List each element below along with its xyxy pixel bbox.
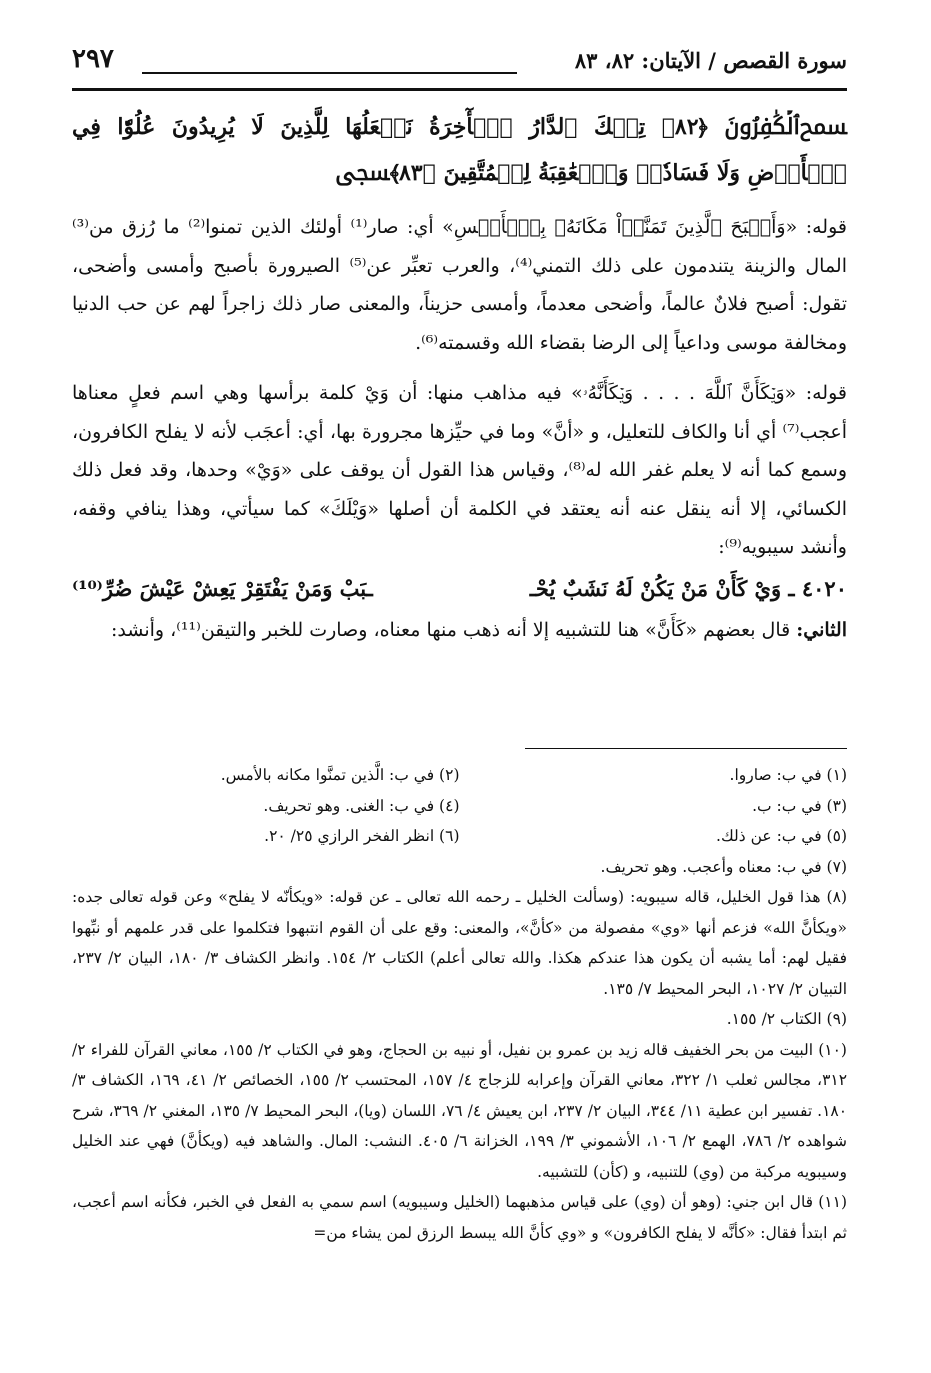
header-leader-line bbox=[142, 72, 517, 74]
footnote-1: (١) في ب: صاروا. bbox=[729, 766, 847, 784]
poem-hemistich-1: وَيْ كَأَنْ مَنْ يَكُنْ لَهُ نَشَبٌ يُحْـ bbox=[529, 575, 782, 601]
header-rule bbox=[72, 88, 847, 91]
commentary-paragraph-1: قوله: «وَأَصۡبَحَ ٱلَّذِينَ تَمَنَّوۡاْ مَكَانَهُۥ بِٱلۡأَمۡسِ» أي: صار⁽¹⁾ أولئك الذين تمنوا⁽²⁾ ما رُزق من⁽³⁾ المال والزينة يتندمون على ذلك التمني⁽⁴⁾، والعرب تعبِّر عن⁽⁵⁾ الصيرورة بأصبح وأمسى وأضحى، تقول: أصبح فلانٌ عالماً، وأضحى معدماً، وأمسى حزيناً، والمعنى صار ذلك زاجراً لهم عن حب الدنيا ومخالفة موسى وداعياً إلى الرضا بقضاء الله وقسمته⁽⁶⁾. bbox=[72, 216, 847, 354]
commentary-paragraph-2: قوله: «وَيۡكَأَنَّ ٱللَّهَ . . . . وَيۡكَأَنَّهُۥ» فيه مذاهب منها: أن وَيْ كلمة برأسها وهي اسم فعلٍ معناها أعجب⁽⁷⁾ أي أنا والكاف للتعليل، و «أنَّ» وما في حيِّزها مجرورة بها، أي: أعجَب لأنه لا يفلح الكافرون، وسمع كما أنه لا يعلم غفر الله له⁽⁸⁾، وقياس هذا القول أن يوقف على «وَيْ» وحدها، وقد فعل ذلك الكسائي، إلا أنه ينقل عنه أنه يعتقد في الكلمة أن أصلها «وَيْلَكَ» كما سيأتي، وهذا ينافي وقفه، وأنشد سيبويه⁽⁹⁾: bbox=[72, 382, 847, 558]
poem-number: ٤٠٢٠ ـ bbox=[788, 575, 847, 601]
footnote-10: (١٠) البيت من بحر الخفيف قاله زيد بن عمرو بن نفيل، أو نبيه بن الحجاج، وهو في الكتاب ٢/ ١٥٥، معاني القرآن للفراء ٢/ ٣١٢، مجالس ثعلب ١/ ٣٢٢، معاني القرآن وإعرابه للزجاج ٤/ ١٥٧، المحتسب ٢/ ١٥٥، الخصائص ٢/ ٤١، ١٦٩، الكشاف ٣/ ١٨٠. تفسير ابن عطية ١١/ ٣٤٤، البيان ٢/ ٢٣٧، ابن يعيش ٤/ ٧٦، اللسان (ويا)، البحر المحيط ٧/ ١٣٥، المغني ٢/ ٣٦٩، شرح شواهده ٢/ ٧٨٦، الهمع ٢/ ١٠٦، الأشموني ٣/ ١٩٩، الخزانة ٦/ ٤٠٥. النشب: المال. والشاهد فيه (ويكأنَّ) فهي عند الخليل وسيبويه مركبة من (وي) للتنبيه، و (كأن) للتشبيه. bbox=[72, 1040, 848, 1181]
quran-verse: ﵟٱلۡكَٰفِرُونَ ﴿٨٢﴾ تِلۡكَ ٱلدَّارُ ٱلۡأٓخِرَةُ نَجۡعَلُهَا لِلَّذِينَ لَا يُرِيدُونَ عُلُوّٗا فِي ٱلۡأَرۡضِ وَلَا فَسَادٗاۚ وَٱلۡعَٰقِبَةُ لِلۡمُتَّقِينَ ﴿٨٣﴾ﵞ bbox=[72, 114, 848, 186]
footnote-6: (٦) انظر الفخر الرازي ٢٥/ ٢٠. bbox=[264, 827, 460, 845]
footnote-row bbox=[72, 791, 847, 822]
footnote-separator bbox=[525, 748, 847, 749]
running-title: سورة القصص / الآيتان: ٨٢، ٨٣ bbox=[574, 48, 847, 73]
footnote-8: (٨) هذا قول الخليل، قاله سيبويه: (وسألت الخليل ـ رحمه الله تعالى ـ عن قوله: «ويكأنّه لا يفلح» وعن قوله تعالى جده: «ويكأنَّ الله» فزعم أنها «وي» مفصولة من «كأنَّ»، والمعنى: وقع على أن القوم انتبهوا فتكلموا على قدر علمهم أو نبِّهوا فقيل لهم: أما يشبه أن يكون هذا عندكم هكذا. والله تعالى أعلم) الكتاب ٢/ ١٥٤. وانظر الكشاف ٣/ ١٨٠، البيان ٢/ ٢٣٧، التبيان ٢/ ١٠٢٧، البحر المحيط ٧/ ١٣٥. bbox=[72, 888, 847, 998]
footnote-row bbox=[72, 821, 847, 852]
footnote-9: (٩) الكتاب ٢/ ١٥٥. bbox=[726, 1010, 847, 1028]
footnote-2: (٢) في ب: الَّذين تمنَّوا مكانه بالأمس. bbox=[220, 766, 460, 784]
footnote-row bbox=[72, 760, 847, 791]
footnote-11: (١١) قال ابن جني: (وهو أن (وي) على قياس مذهبهما (الخليل وسيبويه) اسم سمي به الفعل في الخبر، فكأنه اسم أعجب، ثم ابتدأ فقال: «كأنَّه لا يفلح الكافرون» و «وي كأنَّ الله يبسط الرزق لمن يشاء من= bbox=[72, 1193, 847, 1242]
page-number: ٢٩٧ bbox=[72, 44, 114, 74]
footnote-5: (٥) في ب: عن ذلك. bbox=[716, 827, 847, 845]
second-opinion-paragraph bbox=[72, 611, 847, 650]
poem-number-and-first-hemistich bbox=[530, 567, 847, 611]
footnote-7: (٧) في ب: معناه وأعجب. وهو تحريف. bbox=[600, 857, 847, 876]
footnote-3: (٣) في ب: ب. bbox=[752, 796, 847, 815]
second-opinion-label: الثاني: bbox=[796, 618, 847, 641]
footnotes bbox=[72, 760, 847, 1248]
page-header bbox=[72, 44, 847, 84]
poem-hemistich-2: ـبَبْ وَمَنْ يَفْتَقِرْ يَعِشْ عَيْشَ ضُرِّ⁽¹⁰⁾ bbox=[72, 575, 373, 601]
poem-line bbox=[72, 567, 847, 611]
main-text bbox=[72, 104, 847, 649]
second-opinion-text: قال بعضهم «كَأَنَّ» هنا للتشبيه إلا أنه ذهب منها معناه، وصارت للخبر والتيقن⁽¹¹⁾، وأنشد: bbox=[111, 618, 797, 641]
footnote-4: (٤) في ب: الغنى. وهو تحريف. bbox=[263, 796, 460, 815]
